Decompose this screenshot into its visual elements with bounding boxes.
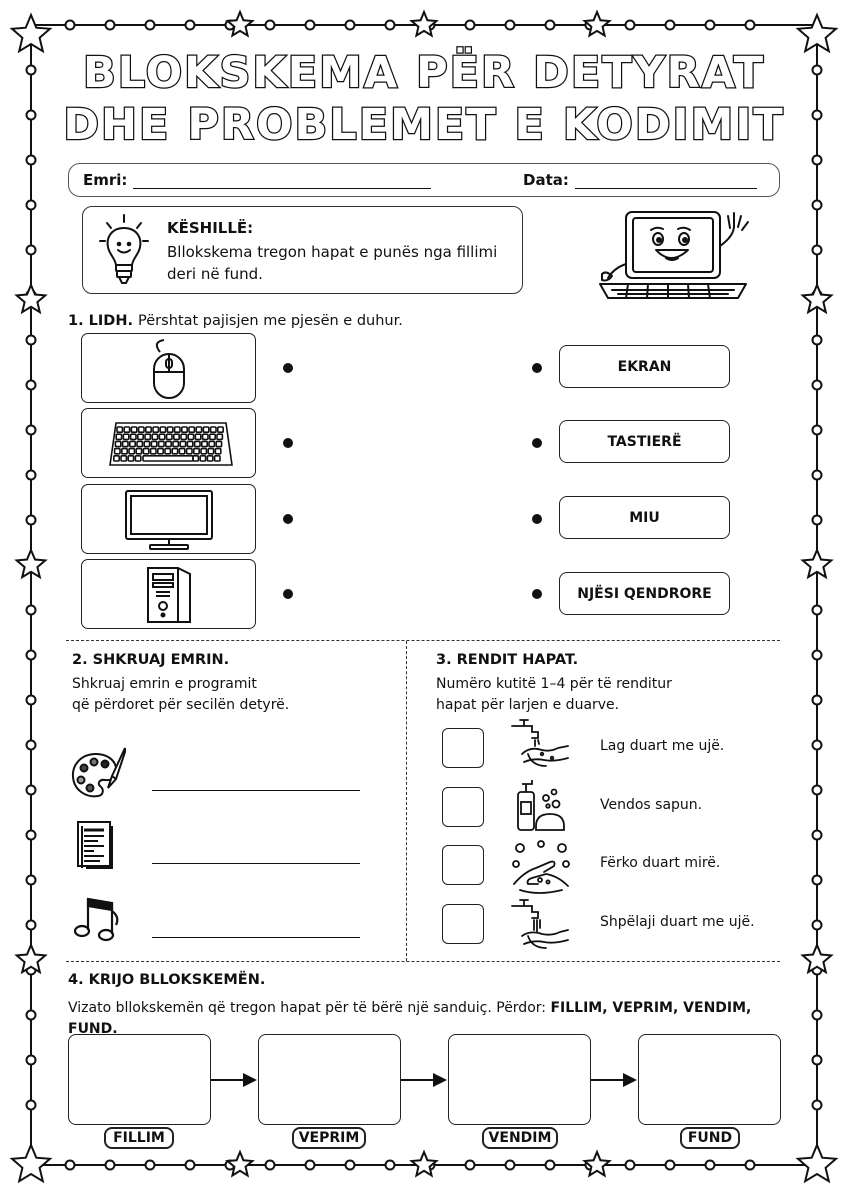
ring-ornament	[813, 786, 822, 795]
ring-ornament	[27, 876, 36, 885]
step-number-box[interactable]	[442, 904, 484, 944]
device-box-monitor	[81, 484, 256, 554]
flowchart-box-start[interactable]	[68, 1034, 211, 1125]
ring-ornament	[27, 471, 36, 480]
ring-ornament	[27, 741, 36, 750]
ring-ornament	[346, 21, 355, 30]
tip-text: Bllokskema tregon hapat e punës nga fillimi deri në fund.	[167, 243, 498, 283]
worksheet-title-line-2: DHE PROBLEMET E KODIMIT	[63, 100, 785, 150]
ring-ornament	[27, 1056, 36, 1065]
ring-ornament	[346, 1161, 355, 1170]
ring-ornament	[626, 1161, 635, 1170]
program-name-line[interactable]	[152, 790, 360, 791]
flowchart-label-end: FUND	[680, 1127, 740, 1149]
star-ornament	[585, 12, 610, 36]
device-box-mouse	[81, 333, 256, 403]
arrow-right-icon	[401, 1072, 448, 1088]
section-4-instruction-text: Vizato bllokskemën që tregon hapat për të bërë një sanduiç. Përdor:	[68, 1000, 551, 1016]
ring-ornament	[813, 831, 822, 840]
flowchart-label-decision: VENDIM	[482, 1127, 558, 1149]
ring-ornament	[813, 156, 822, 165]
flowchart-label-start: FILLIM	[104, 1127, 174, 1149]
ring-ornament	[27, 696, 36, 705]
ring-ornament	[546, 21, 555, 30]
match-dot-right[interactable]	[532, 589, 542, 599]
step-text: Shpëlaji duart me ujë.	[600, 914, 755, 930]
ring-ornament	[813, 876, 822, 885]
ring-ornament	[27, 1011, 36, 1020]
section-3-line-1: Numëro kutitë 1–4 për të renditur	[436, 676, 672, 692]
ring-ornament	[746, 1161, 755, 1170]
device-box-keyboard	[81, 408, 256, 478]
flowchart-box-end[interactable]	[638, 1034, 781, 1125]
date-label: Data:	[523, 171, 569, 189]
ring-ornament	[813, 201, 822, 210]
section-4-instruction-terms: FILLIM, VEPRIM, VENDIM, FUND.	[68, 1000, 752, 1037]
star-ornament	[798, 1145, 836, 1181]
ring-ornament	[466, 21, 475, 30]
section-3-instruction	[436, 674, 672, 716]
ring-ornament	[813, 606, 822, 615]
ring-ornament	[546, 1161, 555, 1170]
ring-ornament	[626, 21, 635, 30]
ring-ornament	[813, 471, 822, 480]
step-text: Fërko duart mirë.	[600, 855, 721, 871]
star-ornament	[228, 1152, 253, 1176]
name-write-line[interactable]	[133, 188, 431, 189]
flowchart-box-decision[interactable]	[448, 1034, 591, 1125]
ring-ornament	[27, 651, 36, 660]
ring-ornament	[813, 426, 822, 435]
section-divider	[66, 961, 780, 962]
section-divider	[66, 640, 780, 641]
ring-ornament	[813, 1101, 822, 1110]
ring-ornament	[666, 1161, 675, 1170]
ring-ornament	[813, 741, 822, 750]
ring-ornament	[506, 1161, 515, 1170]
ring-ornament	[813, 246, 822, 255]
worksheet-title-line-1: BLOKSKEMA PËR DETYRAT	[82, 48, 766, 98]
ring-ornament	[27, 381, 36, 390]
ring-ornament	[27, 921, 36, 930]
ring-ornament	[746, 21, 755, 30]
match-dot-right[interactable]	[532, 438, 542, 448]
program-name-line[interactable]	[152, 863, 360, 864]
ring-ornament	[146, 21, 155, 30]
scrub-hands-icon	[510, 838, 572, 896]
soap-bottle-icon	[512, 776, 570, 834]
ring-ornament	[813, 516, 822, 525]
match-dot-left[interactable]	[283, 589, 293, 599]
ring-ornament	[266, 21, 275, 30]
star-ornament	[585, 1152, 610, 1176]
name-date-bar	[68, 163, 780, 197]
tap-water-hands-icon	[508, 714, 572, 772]
section-3-line-2: hapat për larjen e duarve.	[436, 697, 620, 713]
computer-case-icon	[144, 564, 194, 626]
star-ornament	[412, 1152, 437, 1176]
ring-ornament	[813, 696, 822, 705]
ring-ornament	[186, 1161, 195, 1170]
column-divider	[406, 641, 407, 961]
ring-ornament	[386, 21, 395, 30]
flowchart-label-action: VEPRIM	[292, 1127, 366, 1149]
ring-ornament	[306, 1161, 315, 1170]
step-number-box[interactable]	[442, 728, 484, 768]
ring-ornament	[27, 516, 36, 525]
ring-ornament	[813, 336, 822, 345]
match-dot-left[interactable]	[283, 438, 293, 448]
ring-ornament	[27, 201, 36, 210]
tip-heading: KËSHILLË:	[167, 219, 254, 237]
ring-ornament	[146, 1161, 155, 1170]
section-2-title: 2. SHKRUAJ EMRIN.	[72, 652, 230, 668]
document-icon	[76, 820, 116, 870]
section-4-title: 4. KRIJO BLLOKSKEMËN.	[68, 972, 266, 988]
arrow-right-icon	[211, 1072, 258, 1088]
ring-ornament	[666, 21, 675, 30]
ring-ornament	[27, 1101, 36, 1110]
ring-ornament	[813, 651, 822, 660]
name-label: Emri:	[83, 171, 128, 189]
ring-ornament	[466, 1161, 475, 1170]
star-ornament	[412, 12, 437, 36]
ring-ornament	[27, 246, 36, 255]
section-1-instruction: Përshtat pajisjen me pjesën e duhur.	[138, 313, 403, 329]
laptop-mascot-icon	[588, 206, 760, 300]
lightbulb-icon	[99, 213, 149, 289]
section-2-line-2: që përdoret për secilën detyrë.	[72, 697, 290, 713]
star-ornament	[12, 1145, 50, 1181]
music-notes-icon	[72, 893, 122, 943]
ring-ornament	[813, 381, 822, 390]
program-name-line[interactable]	[152, 937, 360, 938]
ring-ornament	[106, 1161, 115, 1170]
section-2-instruction	[72, 674, 289, 716]
section-1-title	[68, 313, 403, 329]
ring-ornament	[66, 21, 75, 30]
monitor-icon	[124, 489, 214, 551]
section-1-number: 1. LIDH.	[68, 313, 133, 329]
ring-ornament	[27, 156, 36, 165]
match-dot-left[interactable]	[283, 514, 293, 524]
match-dot-right[interactable]	[532, 514, 542, 524]
section-3-title: 3. RENDIT HAPAT.	[436, 652, 579, 668]
ring-ornament	[66, 1161, 75, 1170]
label-box-screen: EKRAN	[559, 345, 730, 388]
match-dot-right[interactable]	[532, 363, 542, 373]
ring-ornament	[306, 21, 315, 30]
mouse-icon	[150, 338, 190, 400]
device-box-computer-case	[81, 559, 256, 629]
label-box-mouse: MIU	[559, 496, 730, 539]
ring-ornament	[706, 1161, 715, 1170]
step-number-box[interactable]	[442, 787, 484, 827]
step-number-box[interactable]	[442, 845, 484, 885]
step-text: Lag duart me ujë.	[600, 738, 725, 754]
ring-ornament	[27, 606, 36, 615]
keyboard-icon	[108, 419, 234, 469]
ring-ornament	[106, 21, 115, 30]
label-box-cpu: NJËSI QENDRORE	[559, 572, 730, 615]
ring-ornament	[186, 21, 195, 30]
ring-ornament	[813, 1056, 822, 1065]
section-2-line-1: Shkruaj emrin e programit	[72, 676, 257, 692]
ring-ornament	[506, 21, 515, 30]
palette-icon	[70, 746, 128, 802]
label-box-keyboard: TASTIERË	[559, 420, 730, 463]
ring-ornament	[266, 1161, 275, 1170]
tip-box	[82, 206, 523, 294]
ring-ornament	[706, 21, 715, 30]
ring-ornament	[27, 426, 36, 435]
ring-ornament	[27, 786, 36, 795]
ring-ornament	[27, 831, 36, 840]
ring-ornament	[813, 921, 822, 930]
date-write-line[interactable]	[575, 188, 757, 189]
flowchart-box-action[interactable]	[258, 1034, 401, 1125]
arrow-right-icon	[591, 1072, 638, 1088]
rinse-hands-icon	[508, 894, 572, 952]
ring-ornament	[386, 1161, 395, 1170]
step-text: Vendos sapun.	[600, 797, 703, 813]
star-ornament	[228, 12, 253, 36]
ring-ornament	[813, 1011, 822, 1020]
match-dot-left[interactable]	[283, 363, 293, 373]
ring-ornament	[27, 336, 36, 345]
